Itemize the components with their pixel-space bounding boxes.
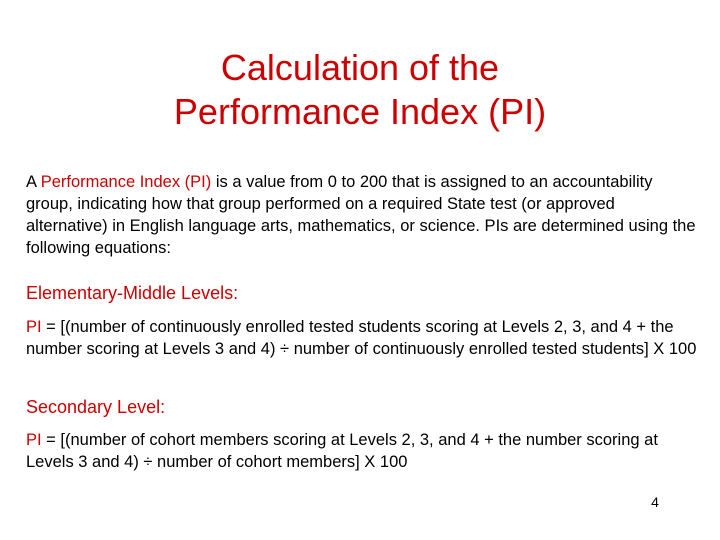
slide-title [0, 46, 720, 134]
intro-text: is a value from 0 to 200 that is assigned to an accountability group, indicating how that group performed on a required State test (or approved alternative) in English language arts, mathematics, or science. PIs are determined using the following equations: [26, 173, 696, 257]
slide-title-line-2: Performance Index (PI) [173, 91, 547, 132]
secondary-formula [26, 429, 706, 473]
formula-term: PI [26, 431, 42, 449]
intro-paragraph [26, 171, 701, 259]
slide-title-line-1: Calculation of the [220, 47, 500, 88]
secondary-heading: Secondary Level: [26, 397, 166, 417]
intro-prefix: A [26, 173, 41, 191]
intro-term: Performance Index (PI) [40, 173, 212, 191]
formula-term: PI [26, 318, 42, 336]
elementary-middle-formula [26, 316, 706, 360]
formula-text: = [(number of cohort members scoring at Levels 2, 3, and 4 + the number scoring at Levels 3 and 4) ÷ number of cohort members] X 100 [26, 431, 658, 471]
page-number: 4 [651, 494, 659, 510]
formula-text: = [(number of continuously enrolled tested students scoring at Levels 2, 3, and 4 + the number scoring at Levels 3 and 4) ÷ number of continuously enrolled tested students] X 100 [26, 318, 697, 358]
elementary-middle-heading: Elementary-Middle Levels: [26, 283, 239, 303]
